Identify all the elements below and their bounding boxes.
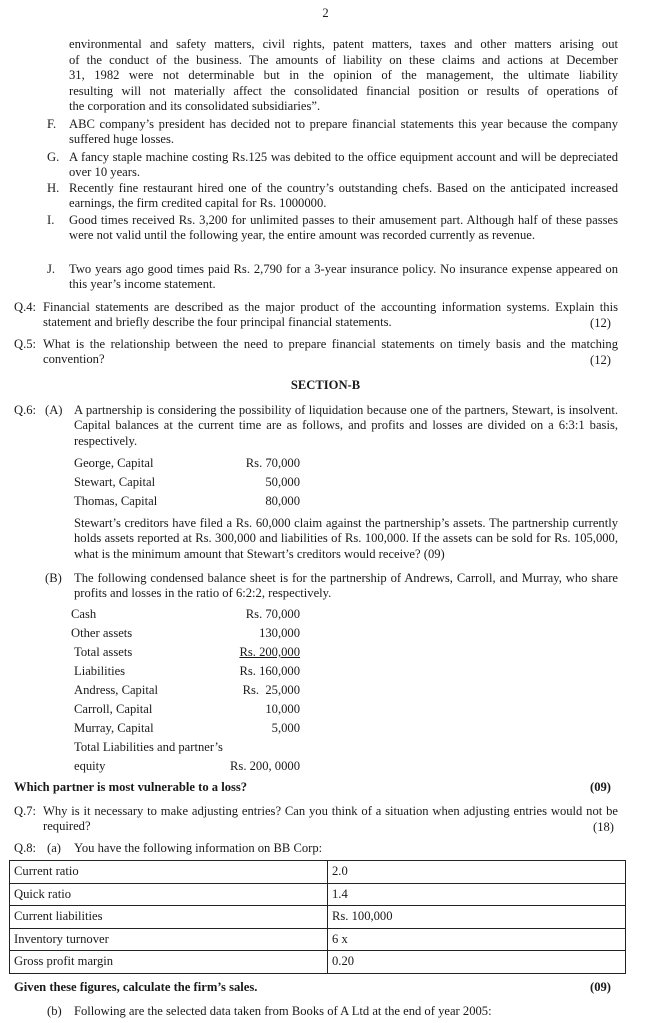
balance-total-label-2: equity <box>74 759 106 773</box>
item-text: ABC company’s president has decided not to prepare financial statements this year because the company suffered huge losses. <box>69 117 618 147</box>
q7-text: Why is it necessary to make adjusting entries? Can you think of a situation when adjusting entries would not be required? <box>43 804 618 834</box>
table-cell-item: Quick ratio <box>10 883 328 906</box>
table-cell-value: 6 x <box>328 928 626 951</box>
balance-amount <box>200 645 300 660</box>
q6-a-text: A partnership is considering the possibility of liquidation because one of the partners, Stewart, is insolvent. Capital balances at the current time are as follows, and profits and losses are divided on a 6:3:1 basis, respectively. <box>74 403 618 448</box>
table-cell-value: 1.4 <box>328 883 626 906</box>
intro-line: environmental and safety matters, civil rights, patent matters, taxes and other matters arising out <box>69 37 618 51</box>
q5-label: Q.5: <box>14 337 37 351</box>
item-text: Good times received Rs. 3,200 for unlimited passes to their amusement part. Although half of these passes were not valid until the following year, the entire amount was recorded currently as revenue. <box>69 213 618 243</box>
capital-amount: 80,000 <box>265 494 300 508</box>
q8-a-question: Given these figures, calculate the firm’s sales. <box>14 980 258 994</box>
q6-label: Q.6: <box>14 403 37 417</box>
item-text: Two years ago good times paid Rs. 2,790 for a 3-year insurance policy. No insurance expense appeared on this year’s income statement. <box>69 262 618 292</box>
balance-name: Murray, Capital <box>74 721 154 735</box>
intro-line: 31, 1982 were not determinable but in the opinion of the management, the ultimate liability <box>69 68 618 82</box>
balance-total-label: Total Liabilities and partner’s <box>74 740 223 754</box>
balance-amount: 130,000 <box>259 626 300 640</box>
item-text: A fancy staple machine costing Rs.125 was debited to the office equipment account and will be depreciated over 10 years. <box>69 150 618 180</box>
q7-label: Q.7: <box>14 804 37 818</box>
balance-name: Andress, Capital <box>74 683 158 697</box>
q7-marks: (18) <box>593 819 614 834</box>
balance-amount: 10,000 <box>265 702 300 716</box>
q8-label: Q.8: <box>14 841 37 855</box>
q8-a-text: You have the following information on BB Corp: <box>74 841 323 855</box>
table-cell-value: 2.0 <box>328 861 626 884</box>
ratio-table <box>9 860 626 974</box>
table-row <box>10 951 626 974</box>
table-cell-item: Current ratio <box>10 861 328 884</box>
table-row <box>10 906 626 929</box>
balance-name: Other assets <box>71 626 133 640</box>
q6-a-marks: (09) <box>423 546 445 561</box>
item-label: I. <box>47 213 55 227</box>
table-row <box>10 883 626 906</box>
q8-a-label: (a) <box>47 841 61 855</box>
q4-label: Q.4: <box>14 300 37 314</box>
q8-a-marks: (09) <box>590 980 611 994</box>
balance-name: Carroll, Capital <box>74 702 153 716</box>
table-row <box>10 928 626 951</box>
balance-amount: Rs. 160,000 <box>239 664 300 678</box>
q8-b-label: (b) <box>47 1004 62 1018</box>
q6-b-marks: (09) <box>590 780 611 794</box>
table-cell-value: 0.20 <box>328 951 626 974</box>
q6-b-question: Which partner is most vulnerable to a loss? <box>14 780 248 794</box>
balance-name: Total assets <box>74 645 133 659</box>
capital-amount: Rs. 70,000 <box>245 456 300 470</box>
intro-line: resulting will not materially affect the consolidated financial position or results of operations of <box>69 83 618 98</box>
capital-name: George, Capital <box>74 456 154 470</box>
table-cell-item: Inventory turnover <box>10 928 328 951</box>
balance-amount: 5,000 <box>271 721 300 735</box>
intro-line: the corporation and its consolidated subsidiaries”. <box>69 99 321 113</box>
table-cell-value: Rs. 100,000 <box>328 906 626 929</box>
item-text: Recently fine restaurant hired one of the country’s outstanding chefs. Based on the anticipated increased earnings, the firm credited capital for Rs. 1000000. <box>69 181 618 211</box>
balance-amount: Rs. 25,000 <box>242 683 300 697</box>
table-cell-item: Current liabilities <box>10 906 328 929</box>
q6-a-text2 <box>74 516 618 562</box>
q4-question: Financial statements are described as the major product of the accounting information systems. Explain this statement and briefly describe the four principal financial statements. <box>43 300 618 330</box>
item-label: H. <box>47 181 60 195</box>
q4-text <box>43 300 618 331</box>
q6-a-label: (A) <box>45 403 63 417</box>
table-cell-item: Gross profit margin <box>10 951 328 974</box>
q6-b-text: The following condensed balance sheet is for the partnership of Andrews, Carroll, and Murray, who share profits and losses in the ratio of 6:2:2, respectively. <box>74 571 618 601</box>
page-number: 2 <box>322 6 329 20</box>
item-label: J. <box>47 262 56 276</box>
section-b-heading: SECTION-B <box>290 378 361 392</box>
q6-b-label: (B) <box>45 571 62 585</box>
balance-total-amount: Rs. 200, 0000 <box>230 759 300 773</box>
intro-line: of the conduct of the business. The amounts of liability on these claims and actions at December <box>69 52 618 67</box>
balance-name: Cash <box>71 607 97 621</box>
item-label: G. <box>47 150 60 164</box>
capital-amount: 50,000 <box>265 475 300 489</box>
q5-text: What is the relationship between the need to prepare financial statements on timely basis and the matching convention? <box>43 337 618 367</box>
q4-marks: (12) <box>590 315 611 330</box>
q5-marks: (12) <box>590 352 611 367</box>
capital-name: Thomas, Capital <box>74 494 158 508</box>
item-label: F. <box>47 117 57 131</box>
table-row <box>10 861 626 884</box>
capital-name: Stewart, Capital <box>74 475 156 489</box>
q6-a-question: Stewart’s creditors have filed a Rs. 60,000 claim against the partnership’s assets. The partnership currently holds assets reported at Rs. 300,000 and liabilities of Rs. 100,000. If the assets can be sold for Rs. 105,000, what is the minimum amount that Stewart’s creditors would receive? <box>74 516 618 561</box>
total-assets-amount: Rs. 200,000 <box>239 645 300 659</box>
balance-name: Liabilities <box>74 664 126 678</box>
balance-amount: Rs. 70,000 <box>245 607 300 621</box>
q8-b-text: Following are the selected data taken from Books of A Ltd at the end of year 2005: <box>74 1004 492 1018</box>
